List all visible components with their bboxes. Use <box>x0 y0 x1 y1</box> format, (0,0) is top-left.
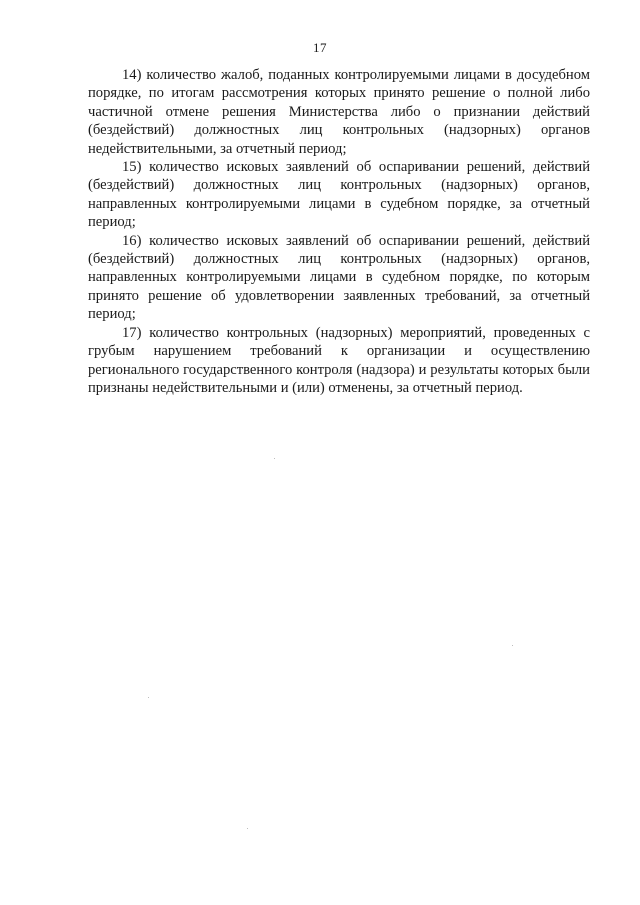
document-body <box>88 66 590 397</box>
scan-speck <box>512 645 513 646</box>
list-item-15: 15) количество исковых заявлений об оспаривании решений, действий (бездействий) должностных лиц контрольных (надзорных) органов, направленных контролируемыми лицами в судебном порядке, за отчетный период; <box>88 159 590 231</box>
scan-speck <box>148 697 149 698</box>
list-item-17: 17) количество контрольных (надзорных) мероприятий, проведенных с грубым нарушением требований к организации и осуществлению регионального государственного контроля (надзора) и результаты которых были признаны недействительными и (или) отменены, за отчетный период. <box>88 324 590 396</box>
list-item-14: 14) количество жалоб, поданных контролируемыми лицами в досудебном порядке, по итогам рассмотрения которых принято решение о полной либо частичной отмене решения Министерства либо о признании действий (бездействий) должностных лиц контрольных (надзорных) органов недействительными, за отчетный период; <box>88 67 590 157</box>
page-number: 17 <box>313 40 327 55</box>
list-item-16: 16) количество исковых заявлений об оспаривании решений, действий (бездействий) должностных лиц контрольных (надзорных) органов, направленных контролируемыми лицами в судебном порядке, по которым принято решение об удовлетворении заявленных требований, за отчетный период; <box>88 232 590 323</box>
scan-speck <box>247 828 248 829</box>
scan-speck <box>274 458 275 459</box>
